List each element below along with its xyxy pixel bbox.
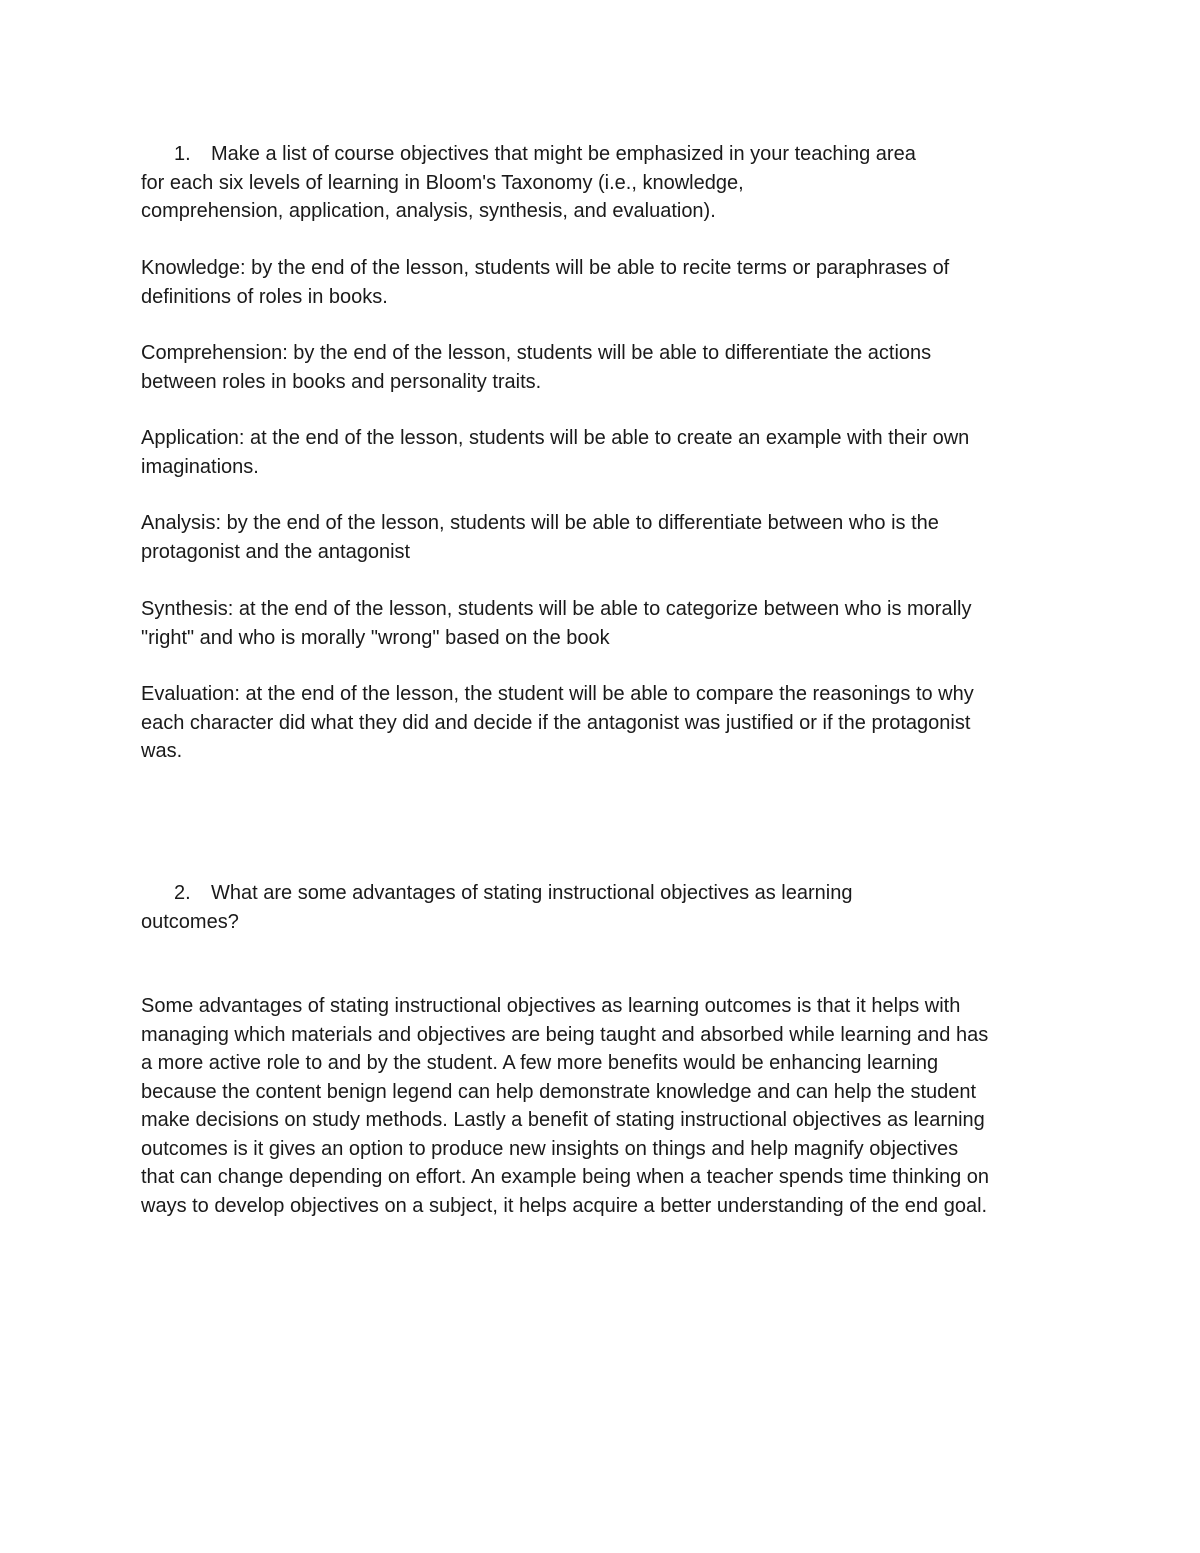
answer-2-line: make decisions on study methods. Lastly a benefit of stating instructional objectives as learning — [141, 1109, 985, 1131]
answer-2-line: managing which materials and objectives are being taught and absorbed while learning and has — [141, 1023, 989, 1046]
answer-2-line: that can change depending on effort. An example being when a teacher spends time thinking on — [141, 1166, 990, 1188]
objective-line: "right" and who is morally "wrong" based on the book — [141, 626, 610, 649]
objective-line: Knowledge: by the end of the lesson, students will be able to recite terms or paraphrases of — [141, 257, 950, 279]
objective-line: Evaluation: at the end of the lesson, the student will be able to compare the reasonings to why — [141, 683, 974, 705]
objective-application — [141, 424, 1071, 481]
objective-line: Comprehension: by the end of the lesson, students will be able to differentiate the actions — [141, 342, 932, 364]
answer-2 — [141, 992, 1071, 1220]
answer-2-line: because the content benign legend can help demonstrate knowledge and can help the student — [141, 1080, 977, 1103]
objective-evaluation — [141, 680, 1071, 766]
answer-2-line: ways to develop objectives on a subject, it helps acquire a better understanding of the end goal. — [141, 1194, 988, 1217]
question-1-line: for each six levels of learning in Bloom's Taxonomy (i.e., knowledge, — [141, 171, 744, 194]
objective-line: between roles in books and personality traits. — [141, 370, 542, 393]
question-1-number: 1. — [174, 143, 191, 165]
objective-line: definitions of roles in books. — [141, 285, 388, 308]
answer-2-line: outcomes is it gives an option to produce new insights on things and help magnify objectives — [141, 1137, 959, 1160]
question-1-first-line — [141, 140, 1071, 169]
question-2 — [141, 879, 1071, 936]
question-1-line: Make a list of course objectives that might be emphasized in your teaching area — [211, 143, 916, 165]
objective-line: Application: at the end of the lesson, students will be able to create an example with their own — [141, 427, 970, 449]
objective-line: was. — [141, 740, 183, 762]
answer-2-line: a more active role to and by the student. A few more benefits would be enhancing learning — [141, 1052, 939, 1074]
answer-2-line: Some advantages of stating instructional objectives as learning outcomes is that it helps with — [141, 995, 961, 1017]
question-2-first-line — [141, 879, 1071, 908]
objective-line: protagonist and the antagonist — [141, 540, 411, 563]
question-1-line: comprehension, application, analysis, synthesis, and evaluation). — [141, 200, 716, 222]
objective-line: Analysis: by the end of the lesson, students will be able to differentiate between who is the — [141, 512, 939, 534]
objective-comprehension — [141, 339, 1071, 396]
question-2-number: 2. — [174, 882, 191, 904]
objective-line: Synthesis: at the end of the lesson, students will be able to categorize between who is morally — [141, 598, 972, 620]
question-2-line: outcomes? — [141, 910, 239, 933]
objective-synthesis — [141, 595, 1071, 652]
objective-line: each character did what they did and decide if the antagonist was justified or if the protagonist — [141, 711, 971, 734]
objective-knowledge — [141, 254, 1071, 311]
objective-analysis — [141, 509, 1071, 566]
question-1 — [141, 140, 1071, 226]
objective-line: imaginations. — [141, 455, 259, 478]
question-2-line: What are some advantages of stating instructional objectives as learning — [211, 882, 853, 904]
